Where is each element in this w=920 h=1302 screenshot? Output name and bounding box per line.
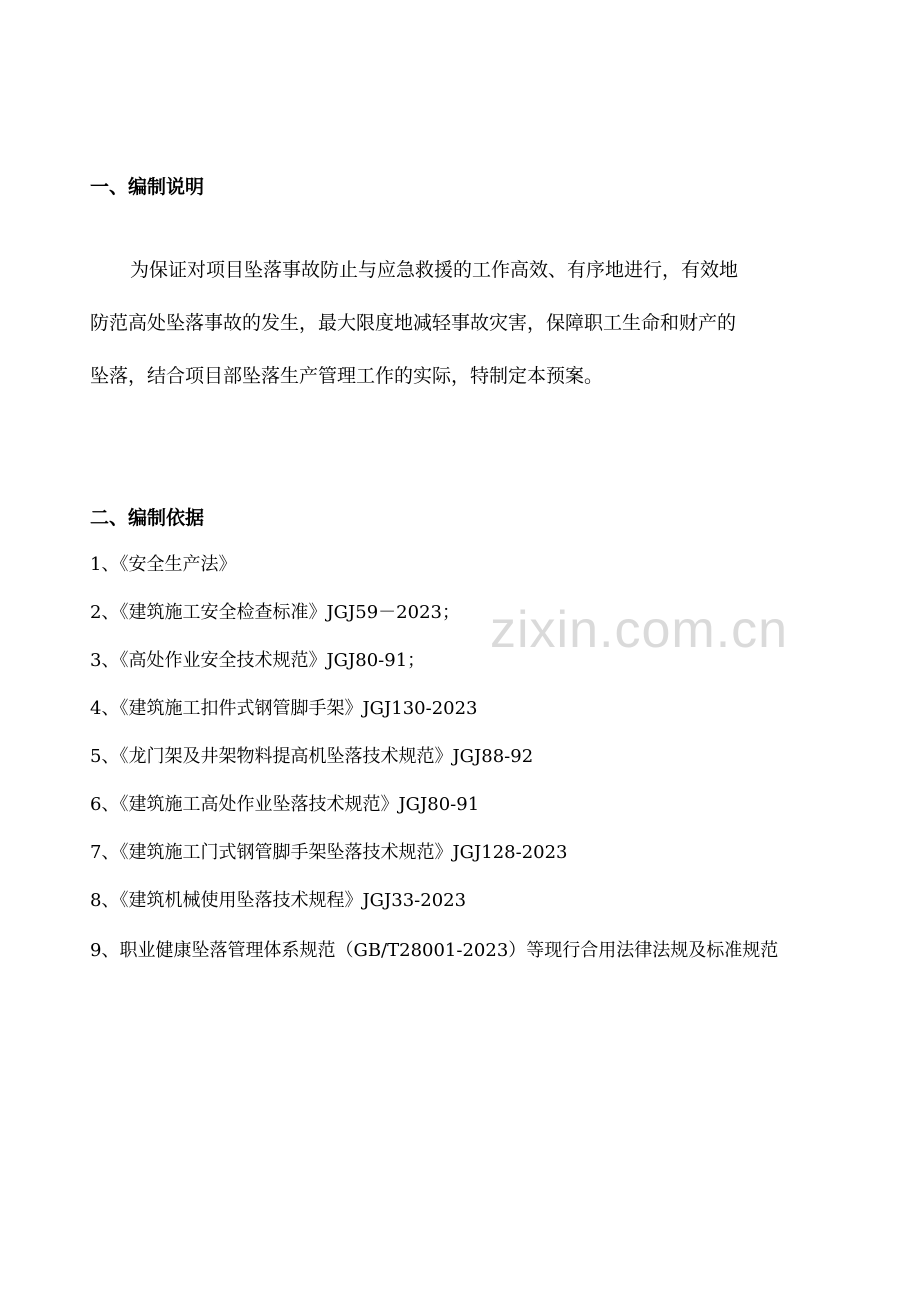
reference-item: 2、《建筑施工安全检查标准》JGJ59－2023； — [90, 602, 460, 623]
compilation-notes-paragraph — [90, 244, 832, 403]
section-heading-compilation-basis: 二、编制依据 — [90, 507, 205, 529]
reference-item: 4、《建筑施工扣件式钢管脚手架》JGJ130-2023 — [90, 698, 478, 719]
reference-item: 9、职业健康坠落管理体系规范（GB/T28001-2023）等现行合用法律法规及标准规范 — [90, 940, 779, 961]
reference-item: 8、《建筑机械使用坠落技术规程》JGJ33-2023 — [90, 890, 467, 911]
reference-item: 5、《龙门架及井架物料提高机坠落技术规范》JGJ88-92 — [90, 746, 534, 767]
paragraph-line: 防范高处坠落事故的发生，最大限度地减轻事故灾害，保障职工生命和财产的 — [90, 312, 737, 334]
paragraph-line: 为保证对项目坠落事故防止与应急救援的工作高效、有序地进行，有效地 — [130, 259, 739, 281]
reference-item: 1、《安全生产法》 — [90, 554, 237, 575]
watermark: zixin.com.cn — [490, 601, 789, 659]
reference-item: 6、《建筑施工高处作业坠落技术规范》JGJ80-91 — [90, 794, 480, 815]
reference-item: 3、《高处作业安全技术规范》JGJ80-91； — [90, 650, 426, 671]
paragraph-line: 坠落，结合项目部坠落生产管理工作的实际，特制定本预案。 — [90, 365, 604, 387]
section-heading-compilation-notes: 一、编制说明 — [90, 176, 205, 198]
reference-item: 7、《建筑施工门式钢管脚手架坠落技术规范》JGJ128-2023 — [90, 842, 568, 863]
